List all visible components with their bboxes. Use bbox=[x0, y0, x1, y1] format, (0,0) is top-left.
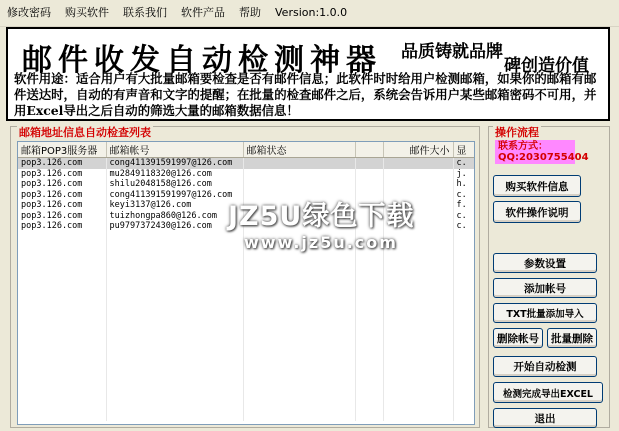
start-detection-button[interactable]: 开始自动检测 bbox=[493, 356, 597, 377]
cell-status bbox=[243, 190, 355, 201]
table-row[interactable] bbox=[18, 221, 475, 232]
cell-blank bbox=[355, 169, 383, 180]
cell-display: f. bbox=[453, 200, 475, 211]
empty-cell bbox=[106, 347, 243, 358]
cell-mail-size bbox=[383, 200, 453, 211]
empty-cell bbox=[453, 410, 475, 421]
batch-delete-button[interactable]: 批量删除 bbox=[547, 328, 597, 348]
export-excel-button[interactable]: 检测完成导出EXCEL bbox=[493, 382, 603, 403]
empty-row bbox=[18, 263, 475, 274]
column-header-account[interactable]: 邮箱帐号 bbox=[106, 142, 243, 158]
delete-account-button[interactable]: 删除帐号 bbox=[493, 328, 543, 348]
cell-account: pu9797372430@126.com bbox=[106, 221, 243, 232]
empty-cell bbox=[383, 232, 453, 243]
operations-title: 操作流程 bbox=[495, 126, 539, 139]
cell-pop3-server: pop3.126.com bbox=[18, 200, 106, 211]
watermark-line-2: www.jz5u.com bbox=[244, 233, 398, 252]
empty-cell bbox=[453, 242, 475, 253]
column-header-status[interactable]: 邮箱状态 bbox=[243, 142, 355, 158]
empty-row bbox=[18, 274, 475, 285]
empty-cell bbox=[243, 316, 355, 327]
cell-status bbox=[243, 169, 355, 180]
empty-cell bbox=[453, 253, 475, 264]
table-row[interactable] bbox=[18, 211, 475, 222]
empty-cell bbox=[243, 263, 355, 274]
empty-cell bbox=[106, 242, 243, 253]
empty-cell bbox=[18, 347, 106, 358]
empty-row bbox=[18, 316, 475, 327]
empty-cell bbox=[243, 305, 355, 316]
cell-status bbox=[243, 200, 355, 211]
empty-cell bbox=[243, 400, 355, 411]
empty-cell bbox=[383, 326, 453, 337]
empty-cell bbox=[106, 368, 243, 379]
empty-row bbox=[18, 368, 475, 379]
cell-pop3-server: pop3.126.com bbox=[18, 158, 106, 169]
empty-row bbox=[18, 284, 475, 295]
menu-change-password[interactable]: 修改密码 bbox=[7, 6, 51, 19]
empty-cell bbox=[453, 400, 475, 411]
cell-blank bbox=[355, 211, 383, 222]
cell-display: c. bbox=[453, 158, 475, 169]
mail-list-view[interactable] bbox=[17, 141, 475, 425]
empty-cell bbox=[355, 284, 383, 295]
mail-list-title: 邮箱地址信息自动检查列表 bbox=[19, 126, 151, 139]
cell-account: cong411391591997@126.com bbox=[106, 158, 243, 169]
empty-cell bbox=[383, 242, 453, 253]
empty-cell bbox=[355, 337, 383, 348]
cell-mail-size bbox=[383, 158, 453, 169]
empty-cell bbox=[453, 274, 475, 285]
mail-table bbox=[18, 142, 475, 421]
column-header-mail-size[interactable]: 邮件大小 bbox=[383, 142, 453, 158]
cell-display: h. bbox=[453, 179, 475, 190]
empty-cell bbox=[383, 337, 453, 348]
cell-blank bbox=[355, 190, 383, 201]
empty-cell bbox=[383, 410, 453, 421]
watermark-line-1: JZ5U绿色下载 bbox=[228, 201, 415, 232]
empty-cell bbox=[243, 379, 355, 390]
cell-mail-size bbox=[383, 211, 453, 222]
empty-cell bbox=[243, 274, 355, 285]
empty-cell bbox=[355, 263, 383, 274]
empty-cell bbox=[383, 253, 453, 264]
empty-cell bbox=[106, 400, 243, 411]
banner bbox=[6, 27, 610, 121]
empty-row bbox=[18, 253, 475, 264]
empty-cell bbox=[355, 389, 383, 400]
empty-row bbox=[18, 410, 475, 421]
empty-cell bbox=[383, 284, 453, 295]
cell-mail-size bbox=[383, 179, 453, 190]
empty-cell bbox=[106, 232, 243, 243]
empty-cell bbox=[453, 389, 475, 400]
empty-cell bbox=[453, 305, 475, 316]
empty-cell bbox=[383, 358, 453, 369]
empty-cell bbox=[355, 347, 383, 358]
empty-row bbox=[18, 400, 475, 411]
banner-slogan-1: 品质铸就品牌 bbox=[401, 42, 503, 62]
empty-cell bbox=[243, 253, 355, 264]
cell-pop3-server: pop3.126.com bbox=[18, 169, 106, 180]
column-header-blank[interactable] bbox=[355, 142, 383, 158]
empty-cell bbox=[453, 284, 475, 295]
cell-status bbox=[243, 211, 355, 222]
empty-cell bbox=[18, 337, 106, 348]
empty-cell bbox=[453, 347, 475, 358]
menu-software-products[interactable]: 软件产品 bbox=[181, 6, 225, 19]
empty-cell bbox=[453, 368, 475, 379]
empty-cell bbox=[355, 326, 383, 337]
empty-cell bbox=[18, 316, 106, 327]
add-account-button[interactable]: 添加帐号 bbox=[493, 278, 597, 298]
cell-blank bbox=[355, 200, 383, 211]
empty-cell bbox=[243, 326, 355, 337]
empty-cell bbox=[18, 368, 106, 379]
empty-cell bbox=[383, 347, 453, 358]
empty-cell bbox=[383, 368, 453, 379]
cell-blank bbox=[355, 179, 383, 190]
empty-cell bbox=[243, 242, 355, 253]
cell-blank bbox=[355, 221, 383, 232]
empty-cell bbox=[243, 232, 355, 243]
empty-cell bbox=[453, 337, 475, 348]
empty-cell bbox=[18, 295, 106, 306]
table-row[interactable] bbox=[18, 158, 475, 169]
cell-mail-size bbox=[383, 169, 453, 180]
cell-display: c. bbox=[453, 211, 475, 222]
txt-import-button[interactable]: TXT批量添加导入 bbox=[493, 303, 597, 323]
cell-pop3-server: pop3.126.com bbox=[18, 190, 106, 201]
empty-row bbox=[18, 232, 475, 243]
banner-title: 邮件收发自动检测神器 bbox=[22, 43, 382, 78]
empty-row bbox=[18, 379, 475, 390]
menu-version: Version:1.0.0 bbox=[275, 6, 348, 19]
empty-cell bbox=[453, 358, 475, 369]
empty-cell bbox=[383, 295, 453, 306]
empty-row bbox=[18, 305, 475, 316]
empty-cell bbox=[383, 263, 453, 274]
empty-cell bbox=[453, 326, 475, 337]
empty-cell bbox=[106, 379, 243, 390]
empty-cell bbox=[243, 358, 355, 369]
empty-cell bbox=[18, 274, 106, 285]
cell-display: c. bbox=[453, 190, 475, 201]
empty-cell bbox=[383, 316, 453, 327]
menu-help[interactable]: 帮助 bbox=[239, 6, 261, 19]
cell-display: j. bbox=[453, 169, 475, 180]
empty-cell bbox=[453, 263, 475, 274]
empty-cell bbox=[383, 400, 453, 411]
empty-cell bbox=[106, 410, 243, 421]
empty-row bbox=[18, 326, 475, 337]
empty-row bbox=[18, 242, 475, 253]
exit-button[interactable]: 退出 bbox=[493, 408, 597, 428]
cell-account: mu2849118320@126.com bbox=[106, 169, 243, 180]
empty-cell bbox=[355, 316, 383, 327]
empty-cell bbox=[243, 284, 355, 295]
cell-pop3-server: pop3.126.com bbox=[18, 211, 106, 222]
empty-cell bbox=[355, 232, 383, 243]
table-header-row bbox=[18, 142, 475, 158]
empty-cell bbox=[453, 295, 475, 306]
cell-display: c. bbox=[453, 221, 475, 232]
empty-cell bbox=[18, 400, 106, 411]
column-header-pop3-server[interactable]: 邮箱POP3服务器 bbox=[18, 142, 106, 158]
empty-cell bbox=[106, 337, 243, 348]
banner-description: 软件用途：适合用户有大批量邮箱要检查是否有邮件信息；此软件时时给用户检测邮箱，如果你的邮箱有邮件送达时，自动的有声音和文字的提醒；在批量的检查邮件之后，系统会告诉用户某些邮箱密码不可用，并用Excel导出之后自动的筛选大量的邮箱数据信息！ bbox=[14, 71, 597, 118]
empty-cell bbox=[243, 337, 355, 348]
empty-cell bbox=[106, 253, 243, 264]
empty-cell bbox=[18, 232, 106, 243]
cell-status bbox=[243, 221, 355, 232]
empty-cell bbox=[355, 274, 383, 285]
empty-row bbox=[18, 389, 475, 400]
banner-slogan-2: 碑创造价值 bbox=[504, 56, 589, 76]
empty-cell bbox=[383, 389, 453, 400]
empty-cell bbox=[383, 379, 453, 390]
empty-cell bbox=[243, 295, 355, 306]
table-row[interactable] bbox=[18, 169, 475, 180]
empty-cell bbox=[106, 295, 243, 306]
empty-cell bbox=[18, 305, 106, 316]
cell-status bbox=[243, 179, 355, 190]
cell-account: cong411391591997@126.com bbox=[106, 190, 243, 201]
empty-cell bbox=[243, 410, 355, 421]
cell-blank bbox=[355, 158, 383, 169]
menu-contact-us[interactable]: 联系我们 bbox=[123, 6, 167, 19]
empty-cell bbox=[355, 379, 383, 390]
cell-mail-size bbox=[383, 221, 453, 232]
empty-cell bbox=[18, 284, 106, 295]
empty-cell bbox=[106, 305, 243, 316]
cell-account: shilu2048158@126.com bbox=[106, 179, 243, 190]
empty-cell bbox=[18, 242, 106, 253]
table-row[interactable] bbox=[18, 190, 475, 201]
mail-list-group bbox=[10, 126, 480, 428]
empty-cell bbox=[106, 358, 243, 369]
empty-cell bbox=[18, 358, 106, 369]
empty-row bbox=[18, 337, 475, 348]
cell-status bbox=[243, 158, 355, 169]
empty-cell bbox=[453, 316, 475, 327]
column-header-display[interactable]: 显 bbox=[453, 142, 475, 158]
empty-cell bbox=[355, 410, 383, 421]
empty-cell bbox=[18, 410, 106, 421]
empty-cell bbox=[18, 326, 106, 337]
empty-cell bbox=[355, 400, 383, 411]
empty-cell bbox=[355, 242, 383, 253]
empty-cell bbox=[18, 389, 106, 400]
empty-cell bbox=[18, 253, 106, 264]
empty-cell bbox=[18, 263, 106, 274]
cell-pop3-server: pop3.126.com bbox=[18, 221, 106, 232]
cell-account: keyi3137@126.com bbox=[106, 200, 243, 211]
params-settings-button[interactable]: 参数设置 bbox=[493, 253, 597, 273]
empty-cell bbox=[106, 263, 243, 274]
buy-info-button[interactable]: 购买软件信息 bbox=[493, 175, 581, 197]
empty-cell bbox=[243, 347, 355, 358]
empty-row bbox=[18, 347, 475, 358]
contact-box bbox=[495, 140, 589, 164]
cell-mail-size bbox=[383, 190, 453, 201]
operations-group bbox=[488, 126, 610, 428]
cell-account: tuizhongpa860@126.com bbox=[106, 211, 243, 222]
empty-row bbox=[18, 358, 475, 369]
empty-cell bbox=[106, 316, 243, 327]
empty-cell bbox=[355, 305, 383, 316]
empty-cell bbox=[18, 379, 106, 390]
menu-buy-software[interactable]: 购买软件 bbox=[65, 6, 109, 19]
menu-bar bbox=[0, 0, 619, 27]
empty-cell bbox=[383, 305, 453, 316]
empty-cell bbox=[383, 274, 453, 285]
empty-cell bbox=[355, 368, 383, 379]
empty-cell bbox=[453, 232, 475, 243]
empty-cell bbox=[106, 326, 243, 337]
operation-guide-button[interactable]: 软件操作说明 bbox=[493, 201, 581, 223]
empty-cell bbox=[453, 379, 475, 390]
empty-cell bbox=[355, 253, 383, 264]
empty-row bbox=[18, 295, 475, 306]
table-row[interactable] bbox=[18, 179, 475, 190]
empty-cell bbox=[243, 389, 355, 400]
empty-cell bbox=[106, 389, 243, 400]
empty-cell bbox=[355, 358, 383, 369]
empty-cell bbox=[106, 284, 243, 295]
contact-qq: QQ:2030755404 bbox=[498, 152, 589, 163]
cell-pop3-server: pop3.126.com bbox=[18, 179, 106, 190]
table-row[interactable] bbox=[18, 200, 475, 211]
contact-label: 联系方式： bbox=[498, 141, 548, 152]
empty-cell bbox=[355, 295, 383, 306]
empty-cell bbox=[243, 368, 355, 379]
empty-cell bbox=[106, 274, 243, 285]
